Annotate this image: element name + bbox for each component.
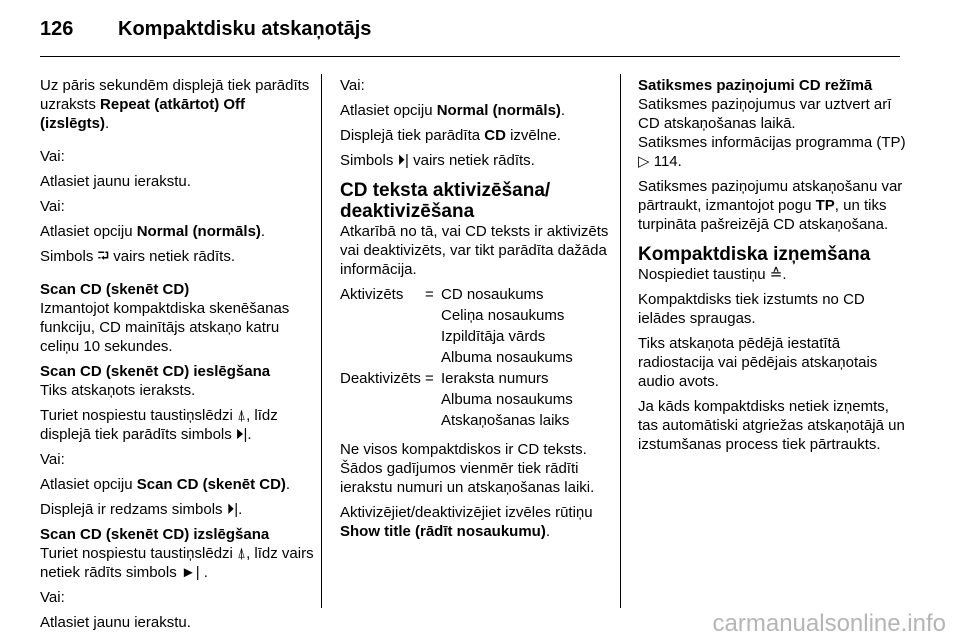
paragraph: Tiks atskaņots ieraksts. <box>40 382 196 399</box>
paragraph: Vai: <box>340 77 365 94</box>
paragraph: Aktivizējiet/deaktivizējiet izvēles rūtiņu Show title (rādīt nosaukumu). <box>340 504 593 540</box>
column-divider <box>321 74 322 608</box>
table-row <box>340 390 573 411</box>
section-heading: CD teksta aktivizēšana/ deaktivizēšana <box>340 180 551 222</box>
scan-icon: ⏵| <box>235 426 248 443</box>
cd-text-table <box>340 285 573 432</box>
table-cell-value: Izpildītāja vārds <box>441 328 546 345</box>
paragraph: Atlasiet jaunu ierakstu. <box>40 173 191 190</box>
repeat-icon: ⮒ <box>97 248 110 265</box>
paragraph: Satiksmes informācijas programma (TP) ▷ 114. <box>638 134 906 170</box>
scan-icon: ⏵| <box>226 501 239 518</box>
table-row-equals: = <box>425 370 434 387</box>
page-reference-icon: ▷ <box>638 153 650 170</box>
watermark: carmanualsonline.info <box>712 610 946 637</box>
paragraph: Vai: <box>40 198 65 215</box>
table-row <box>340 411 573 432</box>
header-divider <box>40 56 900 57</box>
paragraph: Vai: <box>40 451 65 468</box>
table-row <box>340 369 573 390</box>
section-heading: Kompaktdiska izņemšana <box>638 244 871 265</box>
paragraph: Satiksmes paziņojumu atskaņošanu var pārtraukt, izmantojot pogu TP, un tiks turpināta pašreizējā CD atskaņošana. <box>638 178 903 233</box>
table-cell-value: Ieraksta numurs <box>441 370 549 387</box>
paragraph: Uz pāris sekundēm displejā tiek parādīts uzraksts Repeat (atkārtot) Off (izslēgts). <box>40 77 310 132</box>
paragraph: Ja kāds kompaktdisks netiek izņemts, tas automātiski atgriežas atskaņotājā un izstumšanas process tiek pārtraukts. <box>638 398 905 453</box>
paragraph: Vai: <box>40 589 65 606</box>
column-middle <box>340 76 615 547</box>
table-row-label: Aktivizēts <box>340 286 404 303</box>
paragraph: Kompaktdisks tiek izstumts no CD ielādes spraugas. <box>638 291 865 327</box>
page-title: Kompaktdisku atskaņotājs <box>118 18 372 40</box>
scan-icon: ⏵| <box>397 152 409 169</box>
paragraph: Vai: <box>40 148 65 165</box>
paragraph: Tiks atskaņota pēdējā iestatītā radiostacija vai pēdējais atskaņotais audio avots. <box>638 335 878 390</box>
paragraph: Turiet nospiestu taustiņslēdzi ⍋, līdz vairs netiek rādīts simbols ►| . <box>40 545 314 581</box>
table-row <box>340 285 573 306</box>
paragraph: Atlasiet opciju Normal (normāls). <box>40 223 266 240</box>
table-row <box>340 327 573 348</box>
column-left <box>40 76 315 638</box>
table-row-label: Deaktivizēts <box>340 370 421 387</box>
table-cell-value: Albuma nosaukums <box>441 349 573 366</box>
paragraph: Displejā tiek parādīta CD izvēlne. <box>340 127 561 144</box>
paragraph: Simbols ⮒ vairs netiek rādīts. <box>40 248 236 265</box>
paragraph: Turiet nospiestu taustiņslēdzi ⍋, līdz displejā tiek parādīts simbols ⏵|. <box>40 407 278 443</box>
table-row-equals: = <box>425 286 434 303</box>
subsection-heading: Scan CD (skenēt CD) izslēgšana <box>40 526 270 543</box>
table-cell-value: Albuma nosaukums <box>441 391 573 408</box>
table-cell-value: CD nosaukums <box>441 286 544 303</box>
page-header <box>40 18 900 50</box>
seek-switch-icon: ⍋ <box>237 545 247 562</box>
subsection-heading: Scan CD (skenēt CD) ieslēgšana <box>40 363 271 380</box>
paragraph: Atlasiet jaunu ierakstu. <box>40 614 191 631</box>
subsection-heading: Scan CD (skenēt CD) <box>40 281 190 298</box>
paragraph: Izmantojot kompaktdiska skenēšanas funkciju, CD mainītājs atskaņo katru celiņu 10 sekundes. <box>40 300 290 355</box>
paragraph: Satiksmes paziņojumus var uztvert arī CD atskaņošanas laikā. <box>638 96 892 132</box>
column-right <box>638 76 908 460</box>
table-cell-value: Atskaņošanas laiks <box>441 412 570 429</box>
seek-switch-icon: ⍋ <box>237 407 247 424</box>
paragraph: Nospiediet taustiņu ≙. <box>638 266 787 283</box>
paragraph: Atlasiet opciju Scan CD (skenēt CD). <box>40 476 291 493</box>
paragraph: Displejā ir redzams simbols ⏵|. <box>40 501 243 518</box>
table-row <box>340 306 573 327</box>
column-divider <box>620 74 621 608</box>
page-number: 126 <box>40 18 74 40</box>
paragraph: Atlasiet opciju Normal (normāls). <box>340 102 566 119</box>
table-row <box>340 348 573 369</box>
paragraph: Atkarībā no tā, vai CD teksts ir aktivizēts vai deaktivizēts, var tikt parādīta dažāda informācija. <box>340 223 609 278</box>
table-cell-value: Celiņa nosaukums <box>441 307 565 324</box>
paragraph: Ne visos kompaktdiskos ir CD teksts. Šādos gadījumos vienmēr tiek rādīti ierakstu numuri un atskaņošanas laiki. <box>340 441 595 496</box>
subsection-heading: Satiksmes paziņojumi CD režīmā <box>638 77 873 94</box>
scan-icon: ►| <box>180 564 200 581</box>
eject-icon: ≙ <box>769 266 783 283</box>
paragraph: Simbols ⏵| vairs netiek rādīts. <box>340 152 535 169</box>
